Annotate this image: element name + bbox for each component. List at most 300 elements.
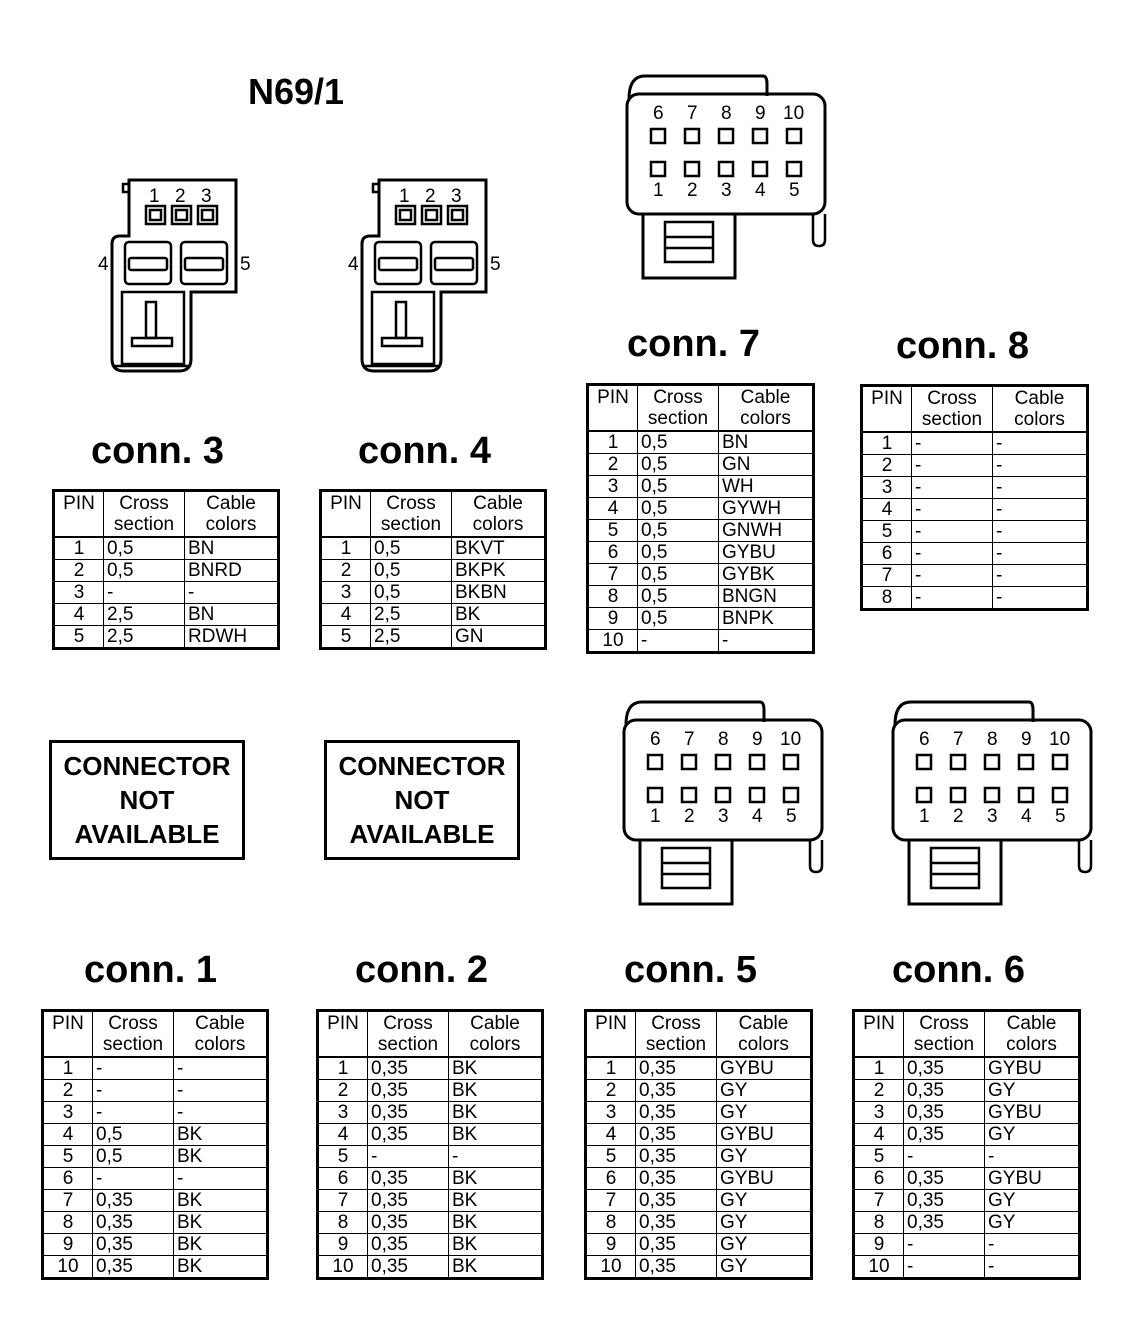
pin-socket	[685, 129, 699, 143]
pin-number: 4	[588, 498, 638, 520]
cross-section: 0,5	[371, 537, 452, 560]
pin-number-label: 5	[240, 254, 251, 275]
cross-section: -	[93, 1168, 174, 1190]
table-row	[318, 1080, 543, 1102]
power-socket	[181, 242, 227, 284]
cable-color: GYBU	[985, 1057, 1080, 1080]
pin-number: 8	[586, 1212, 636, 1234]
pin-number: 1	[854, 1057, 904, 1080]
pin-number-label: 8	[987, 729, 998, 750]
pin-socket	[985, 755, 999, 769]
cross-section: 0,35	[904, 1124, 985, 1146]
conn5-title: conn. 5	[624, 949, 758, 991]
connector-shell	[895, 702, 1033, 725]
pin-socket	[753, 129, 767, 143]
pin-socket	[685, 162, 699, 176]
cross-section: -	[912, 587, 993, 610]
pin-number: 3	[862, 477, 912, 499]
side-latch	[813, 214, 825, 246]
pin-number-label: 1	[919, 806, 930, 827]
table-header-row	[321, 491, 546, 538]
pin-number-label: 1	[650, 806, 661, 827]
pin-number: 4	[586, 1124, 636, 1146]
cable-color: GY	[717, 1080, 812, 1102]
cross-section: 0,35	[636, 1102, 717, 1124]
table-row	[321, 582, 546, 604]
conn5-pin-table	[584, 1009, 813, 1280]
cross-section: 0,5	[638, 454, 719, 476]
pin-number: 10	[854, 1256, 904, 1279]
pin-number: 7	[588, 564, 638, 586]
na-line: CONNECTOR	[63, 751, 231, 781]
cable-color: BK	[449, 1057, 543, 1080]
pin-socket-inner	[176, 210, 187, 220]
cross-section: 0,5	[93, 1124, 174, 1146]
table-row	[586, 1168, 812, 1190]
cable-color: -	[993, 455, 1088, 477]
cable-color: GY	[717, 1146, 812, 1168]
pin-number: 5	[862, 521, 912, 543]
cable-color: GNWH	[719, 520, 814, 542]
cross-section: 0,35	[636, 1168, 717, 1190]
cross-section: -	[912, 543, 993, 565]
table-row	[43, 1168, 268, 1190]
cable-color: BN	[185, 604, 279, 626]
table-row	[318, 1057, 543, 1080]
cable-color: BK	[174, 1256, 268, 1279]
pin-number-label: 2	[684, 806, 695, 827]
pin-socket	[784, 755, 798, 769]
connector-not-available-box	[324, 740, 520, 860]
cable-color: BK	[449, 1256, 543, 1279]
conn4-pin-table	[319, 489, 547, 650]
cross-section: 2,5	[104, 604, 185, 626]
connector-3-drawing	[96, 174, 256, 379]
connector-6-drawing	[891, 700, 1096, 905]
table-row	[862, 565, 1088, 587]
pin-number: 1	[318, 1057, 368, 1080]
cable-color: GY	[985, 1080, 1080, 1102]
pin-number: 1	[54, 537, 104, 560]
pin-socket	[719, 162, 733, 176]
conn4-title: conn. 4	[358, 430, 492, 472]
cross-section-header: Cross section	[912, 386, 993, 433]
pin-socket	[753, 162, 767, 176]
pin-number: 2	[588, 454, 638, 476]
pin-number: 1	[586, 1057, 636, 1080]
pin-number: 7	[586, 1190, 636, 1212]
pin-number: 2	[586, 1080, 636, 1102]
cable-color: BK	[174, 1190, 268, 1212]
cable-color: GYBU	[985, 1102, 1080, 1124]
table-row	[318, 1168, 543, 1190]
pin-socket	[787, 129, 801, 143]
lock-housing	[640, 840, 732, 904]
pin-number-label: 3	[987, 806, 998, 827]
pin-number: 2	[54, 560, 104, 582]
cross-section: 0,35	[636, 1124, 717, 1146]
power-pin	[435, 258, 473, 270]
cable-colors-header: Cable colors	[717, 1011, 812, 1058]
power-socket	[375, 242, 421, 284]
cable-color: BK	[449, 1080, 543, 1102]
cable-colors-header: Cable colors	[993, 386, 1088, 433]
table-row	[854, 1212, 1080, 1234]
cable-color: RDWH	[185, 626, 279, 649]
cross-section: 0,5	[638, 498, 719, 520]
cable-color: GY	[717, 1234, 812, 1256]
cable-color: -	[993, 587, 1088, 610]
cross-section: 2,5	[104, 626, 185, 649]
cross-section: 2,5	[371, 604, 452, 626]
pin-number: 3	[318, 1102, 368, 1124]
connector-shell	[629, 76, 767, 99]
cable-color: GN	[719, 454, 814, 476]
power-pin	[129, 258, 167, 270]
pin-socket-inner	[202, 210, 213, 220]
pin-number: 8	[43, 1212, 93, 1234]
pin-number: 6	[586, 1168, 636, 1190]
pin-number: 5	[321, 626, 371, 649]
pin-number: 6	[854, 1168, 904, 1190]
cable-colors-header: Cable colors	[452, 491, 546, 538]
pin-number: 9	[318, 1234, 368, 1256]
pin-number: 5	[43, 1146, 93, 1168]
table-row	[586, 1256, 812, 1279]
cross-section: 0,5	[638, 520, 719, 542]
cross-section: -	[368, 1146, 449, 1168]
pin-socket	[682, 788, 696, 802]
pin-number-label: 3	[201, 186, 212, 207]
pin-number-label: 6	[650, 729, 661, 750]
table-row	[54, 626, 279, 649]
na-line: NOT	[394, 785, 450, 815]
table-header-row	[854, 1011, 1080, 1058]
cross-section: 0,35	[368, 1190, 449, 1212]
pin-number-label: 3	[451, 186, 462, 207]
conn3-pin-table	[52, 489, 280, 650]
conn6-title: conn. 6	[892, 949, 1026, 991]
table-row	[43, 1234, 268, 1256]
pin-number: 6	[862, 543, 912, 565]
table-row	[862, 455, 1088, 477]
pin-number-label: 4	[348, 254, 359, 275]
pin-socket	[716, 755, 730, 769]
table-row	[318, 1102, 543, 1124]
cable-colors-header: Cable colors	[985, 1011, 1080, 1058]
pin-number-label: 1	[149, 186, 160, 207]
table-row	[854, 1124, 1080, 1146]
table-row	[43, 1146, 268, 1168]
cross-section: 0,5	[93, 1146, 174, 1168]
pin-number: 5	[318, 1146, 368, 1168]
connector-shell	[626, 702, 764, 725]
table-header-row	[588, 385, 814, 432]
table-row	[43, 1256, 268, 1279]
table-row	[854, 1256, 1080, 1279]
pin-number-label: 9	[1021, 729, 1032, 750]
cross-section-header: Cross section	[93, 1011, 174, 1058]
pin-socket-inner	[400, 210, 411, 220]
pin-number: 9	[586, 1234, 636, 1256]
pin-socket	[1019, 788, 1033, 802]
lock-stem	[146, 302, 156, 338]
cable-color: -	[449, 1146, 543, 1168]
pin-number-label: 5	[786, 806, 797, 827]
table-row	[586, 1190, 812, 1212]
table-row	[854, 1080, 1080, 1102]
pin-number-label: 1	[653, 180, 664, 201]
cable-color: -	[993, 565, 1088, 587]
pin-socket	[951, 755, 965, 769]
pin-socket	[750, 755, 764, 769]
cable-color: BKVT	[452, 537, 546, 560]
cable-color: GN	[452, 626, 546, 649]
na-line: AVAILABLE	[74, 819, 220, 849]
pin-number: 10	[586, 1256, 636, 1279]
pin-number: 5	[854, 1146, 904, 1168]
lock-window	[662, 848, 710, 888]
cable-color: -	[174, 1057, 268, 1080]
table-row	[318, 1146, 543, 1168]
cross-section-header: Cross section	[636, 1011, 717, 1058]
pin-number: 5	[586, 1146, 636, 1168]
pin-socket	[651, 129, 665, 143]
cable-color: -	[993, 499, 1088, 521]
pin-number-label: 7	[953, 729, 964, 750]
pin-number-label: 4	[98, 254, 109, 275]
cross-section: 0,35	[368, 1212, 449, 1234]
cable-color: -	[993, 521, 1088, 543]
pin-socket	[917, 788, 931, 802]
pin-number-label: 5	[1055, 806, 1066, 827]
pin-number: 9	[43, 1234, 93, 1256]
cross-section: 0,5	[104, 560, 185, 582]
cable-color: GYBU	[717, 1168, 812, 1190]
table-row	[321, 537, 546, 560]
table-row	[321, 626, 546, 649]
power-pin	[185, 258, 223, 270]
cross-section: 0,35	[904, 1190, 985, 1212]
cross-section: 0,35	[93, 1234, 174, 1256]
cross-section: 0,35	[368, 1256, 449, 1279]
conn3-title: conn. 3	[91, 430, 225, 472]
table-row	[588, 608, 814, 630]
cable-color: -	[174, 1102, 268, 1124]
cable-color: BNRD	[185, 560, 279, 582]
cable-color: GY	[717, 1102, 812, 1124]
cable-color: BK	[452, 604, 546, 626]
pin-number-label: 2	[425, 186, 436, 207]
pin-number-label: 1	[399, 186, 410, 207]
cross-section: -	[912, 499, 993, 521]
pin-number: 8	[862, 587, 912, 610]
cross-section-header: Cross section	[371, 491, 452, 538]
cross-section: -	[93, 1057, 174, 1080]
pin-number: 3	[854, 1102, 904, 1124]
table-row	[43, 1102, 268, 1124]
table-row	[586, 1124, 812, 1146]
pin-number: 10	[318, 1256, 368, 1279]
connector-4-drawing	[346, 174, 506, 379]
cable-color: GYWH	[719, 498, 814, 520]
cross-section-header: Cross section	[104, 491, 185, 538]
cross-section: 0,35	[904, 1102, 985, 1124]
table-row	[862, 432, 1088, 455]
cross-section: -	[904, 1146, 985, 1168]
pin-number: 4	[854, 1124, 904, 1146]
table-row	[586, 1057, 812, 1080]
pin-number-label: 3	[718, 806, 729, 827]
cross-section: 0,5	[371, 560, 452, 582]
cross-section: 0,35	[368, 1080, 449, 1102]
pin-socket	[648, 788, 662, 802]
pin-number: 4	[862, 499, 912, 521]
cable-color: -	[985, 1256, 1080, 1279]
cable-color: BN	[719, 431, 814, 454]
cross-section: -	[912, 455, 993, 477]
cross-section: 0,35	[368, 1102, 449, 1124]
pin-number-label: 4	[1021, 806, 1032, 827]
pin-header: PIN	[321, 491, 371, 538]
pin-number: 8	[854, 1212, 904, 1234]
pin-socket	[985, 788, 999, 802]
pin-socket-inner	[426, 210, 437, 220]
pin-header: PIN	[43, 1011, 93, 1058]
cable-color: BN	[185, 537, 279, 560]
conn7-pin-table	[586, 383, 815, 654]
table-row	[43, 1080, 268, 1102]
pin-socket	[716, 788, 730, 802]
pin-number: 9	[588, 608, 638, 630]
pin-socket	[787, 162, 801, 176]
cross-section: 0,35	[93, 1212, 174, 1234]
cable-color: BNPK	[719, 608, 814, 630]
na-line: NOT	[119, 785, 175, 815]
cable-color: -	[174, 1080, 268, 1102]
pin-socket	[719, 129, 733, 143]
cable-color: GYBK	[719, 564, 814, 586]
cable-colors-header: Cable colors	[449, 1011, 543, 1058]
table-row	[854, 1057, 1080, 1080]
pin-number: 7	[862, 565, 912, 587]
table-row	[588, 630, 814, 653]
cable-color: -	[993, 543, 1088, 565]
pin-header: PIN	[862, 386, 912, 433]
table-row	[588, 586, 814, 608]
side-latch	[810, 840, 822, 872]
cable-color: GY	[717, 1190, 812, 1212]
cable-color: GY	[985, 1190, 1080, 1212]
pin-number: 6	[43, 1168, 93, 1190]
cross-section: 0,5	[638, 586, 719, 608]
connector-not-available-box	[49, 740, 245, 860]
table-header-row	[54, 491, 279, 538]
pin-number: 1	[588, 431, 638, 454]
table-row	[862, 477, 1088, 499]
cross-section: 0,5	[638, 608, 719, 630]
table-row	[854, 1146, 1080, 1168]
table-row	[318, 1256, 543, 1279]
table-row	[54, 537, 279, 560]
pin-number: 2	[318, 1080, 368, 1102]
conn2-pin-table	[316, 1009, 544, 1280]
cable-color: BK	[449, 1234, 543, 1256]
pin-number: 5	[54, 626, 104, 649]
pin-number: 10	[588, 630, 638, 653]
cable-color: -	[985, 1234, 1080, 1256]
cable-color: -	[174, 1168, 268, 1190]
cross-section: 0,35	[93, 1256, 174, 1279]
pin-header: PIN	[54, 491, 104, 538]
cross-section: 0,35	[904, 1080, 985, 1102]
cable-color: BKBN	[452, 582, 546, 604]
lock-window	[931, 848, 979, 888]
table-row	[321, 560, 546, 582]
pin-header: PIN	[318, 1011, 368, 1058]
pin-number: 2	[43, 1080, 93, 1102]
cross-section: 0,5	[104, 537, 185, 560]
table-row	[586, 1146, 812, 1168]
pin-number-label: 5	[490, 254, 501, 275]
table-header-row	[586, 1011, 812, 1058]
pin-socket	[951, 788, 965, 802]
cable-color: BK	[174, 1124, 268, 1146]
pin-number: 1	[862, 432, 912, 455]
cross-section: 0,35	[636, 1057, 717, 1080]
power-socket	[125, 242, 171, 284]
pin-socket	[750, 788, 764, 802]
cross-section: -	[93, 1102, 174, 1124]
pin-number-label: 6	[653, 103, 664, 124]
pin-number: 1	[321, 537, 371, 560]
cable-color: BK	[449, 1212, 543, 1234]
conn8-title: conn. 8	[896, 325, 1030, 367]
cross-section: 0,5	[638, 431, 719, 454]
table-row	[43, 1057, 268, 1080]
pin-number: 4	[321, 604, 371, 626]
cross-section: 0,35	[636, 1146, 717, 1168]
lock-window	[665, 222, 713, 262]
pin-number-label: 9	[755, 103, 766, 124]
lock-base	[382, 338, 422, 346]
cable-color: GY	[717, 1212, 812, 1234]
pin-number-label: 10	[780, 729, 802, 750]
cable-color: BK	[174, 1234, 268, 1256]
cross-section: -	[104, 582, 185, 604]
pin-number-label: 5	[789, 180, 800, 201]
cable-color: GY	[985, 1212, 1080, 1234]
cross-section: 0,35	[368, 1057, 449, 1080]
pin-number: 10	[43, 1256, 93, 1279]
power-socket	[431, 242, 477, 284]
pin-number: 2	[854, 1080, 904, 1102]
pin-number: 1	[43, 1057, 93, 1080]
cable-color: BK	[449, 1168, 543, 1190]
cross-section: -	[912, 432, 993, 455]
table-row	[318, 1212, 543, 1234]
table-row	[588, 542, 814, 564]
pin-number: 7	[854, 1190, 904, 1212]
cross-section-header: Cross section	[904, 1011, 985, 1058]
lock-base	[132, 338, 172, 346]
cable-color: BK	[174, 1212, 268, 1234]
cable-color: -	[719, 630, 814, 653]
conn1-pin-table	[41, 1009, 269, 1280]
connector-5-drawing	[622, 700, 827, 905]
cross-section: 0,35	[93, 1190, 174, 1212]
conn6-pin-table	[852, 1009, 1081, 1280]
